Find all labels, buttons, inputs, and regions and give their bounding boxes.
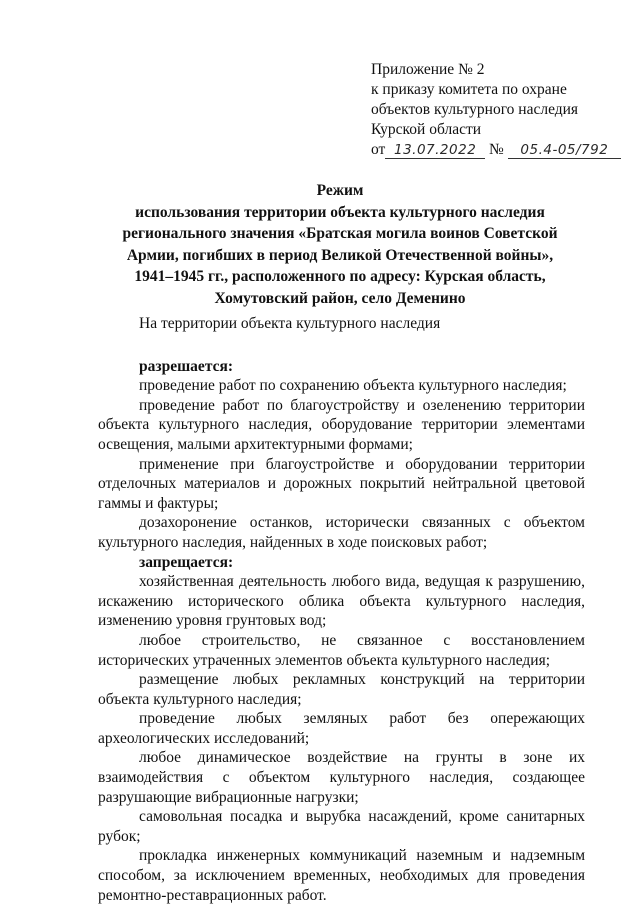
from-label: от (371, 141, 386, 158)
number-label: № (488, 141, 504, 158)
appendix-committee: объектов культурного наследия (371, 101, 579, 118)
allowed-heading: разрешается: (139, 357, 234, 375)
appendix-header (371, 60, 621, 160)
document-body (98, 314, 585, 905)
appendix-number: Приложение № 2 (371, 61, 485, 78)
handwritten-order-number: 05.4-05/792 (508, 142, 621, 159)
forbidden-item: проведение любых земляных работ без опережающих археологических исследований; (98, 710, 585, 747)
allowed-item: проведение работ по благоустройству и озеленению территории объекта культурного наследия, оборудование территории элементами освещения, малыми архитектурными формами; (98, 396, 585, 453)
forbidden-item: самовольная посадка и вырубка насаждений, кроме санитарных рубок; (98, 808, 585, 845)
title-line: 1941–1945 гг., расположенного по адресу: Курская область, (134, 268, 546, 285)
document-title (80, 180, 600, 309)
forbidden-item: любое строительство, не связанное с восстановлением исторических утраченных элементов объекта культурного наследия; (98, 631, 585, 669)
title-line: Режим (316, 182, 364, 199)
order-date-number (371, 140, 621, 160)
title-line: Хомутовский район, село Деменино (214, 289, 466, 307)
title-line: регионального значения «Братская могила воинов Советской (122, 225, 558, 242)
appendix-order-ref: к приказу комитета по охране (371, 81, 567, 98)
allowed-item: дозахоронение останков, исторически связанных с объектом культурного наследия, найденных в ходе поисковых работ; (98, 514, 585, 551)
handwritten-date: 13.07.2022 (385, 142, 485, 159)
allowed-item: проведение работ по сохранению объекта культурного наследия; (139, 377, 567, 395)
title-line: использования территории объекта культурного наследия (135, 203, 545, 221)
forbidden-heading: запрещается: (139, 553, 234, 571)
appendix-region: Курской области (371, 121, 482, 138)
forbidden-item: хозяйственная деятельность любого вида, ведущая к разрушению, искажению исторического облика объекта культурного наследия, изменению уровня грунтовых вод; (98, 573, 585, 630)
forbidden-item: размещение любых рекламных конструкций на территории объекта культурного наследия; (98, 671, 585, 708)
title-line: Армии, погибших в период Великой Отечественной войны», (126, 246, 554, 264)
intro-text: На территории объекта культурного наследия (139, 315, 441, 332)
forbidden-item: любое динамическое воздействие на грунты в зоне их взаимодействия с объектом культурного наследия, создающее разрушающие вибрационные нагрузки; (98, 749, 585, 806)
forbidden-item: прокладка инженерных коммуникаций наземным и надземным способом, за исключением временных, необходимых для проведения ремонтно-реставрационных работ. (98, 847, 585, 904)
allowed-item: применение при благоустройстве и оборудовании территории отделочных материалов и дорожных покрытий нейтральной цветовой гаммы и фактуры; (98, 455, 585, 512)
